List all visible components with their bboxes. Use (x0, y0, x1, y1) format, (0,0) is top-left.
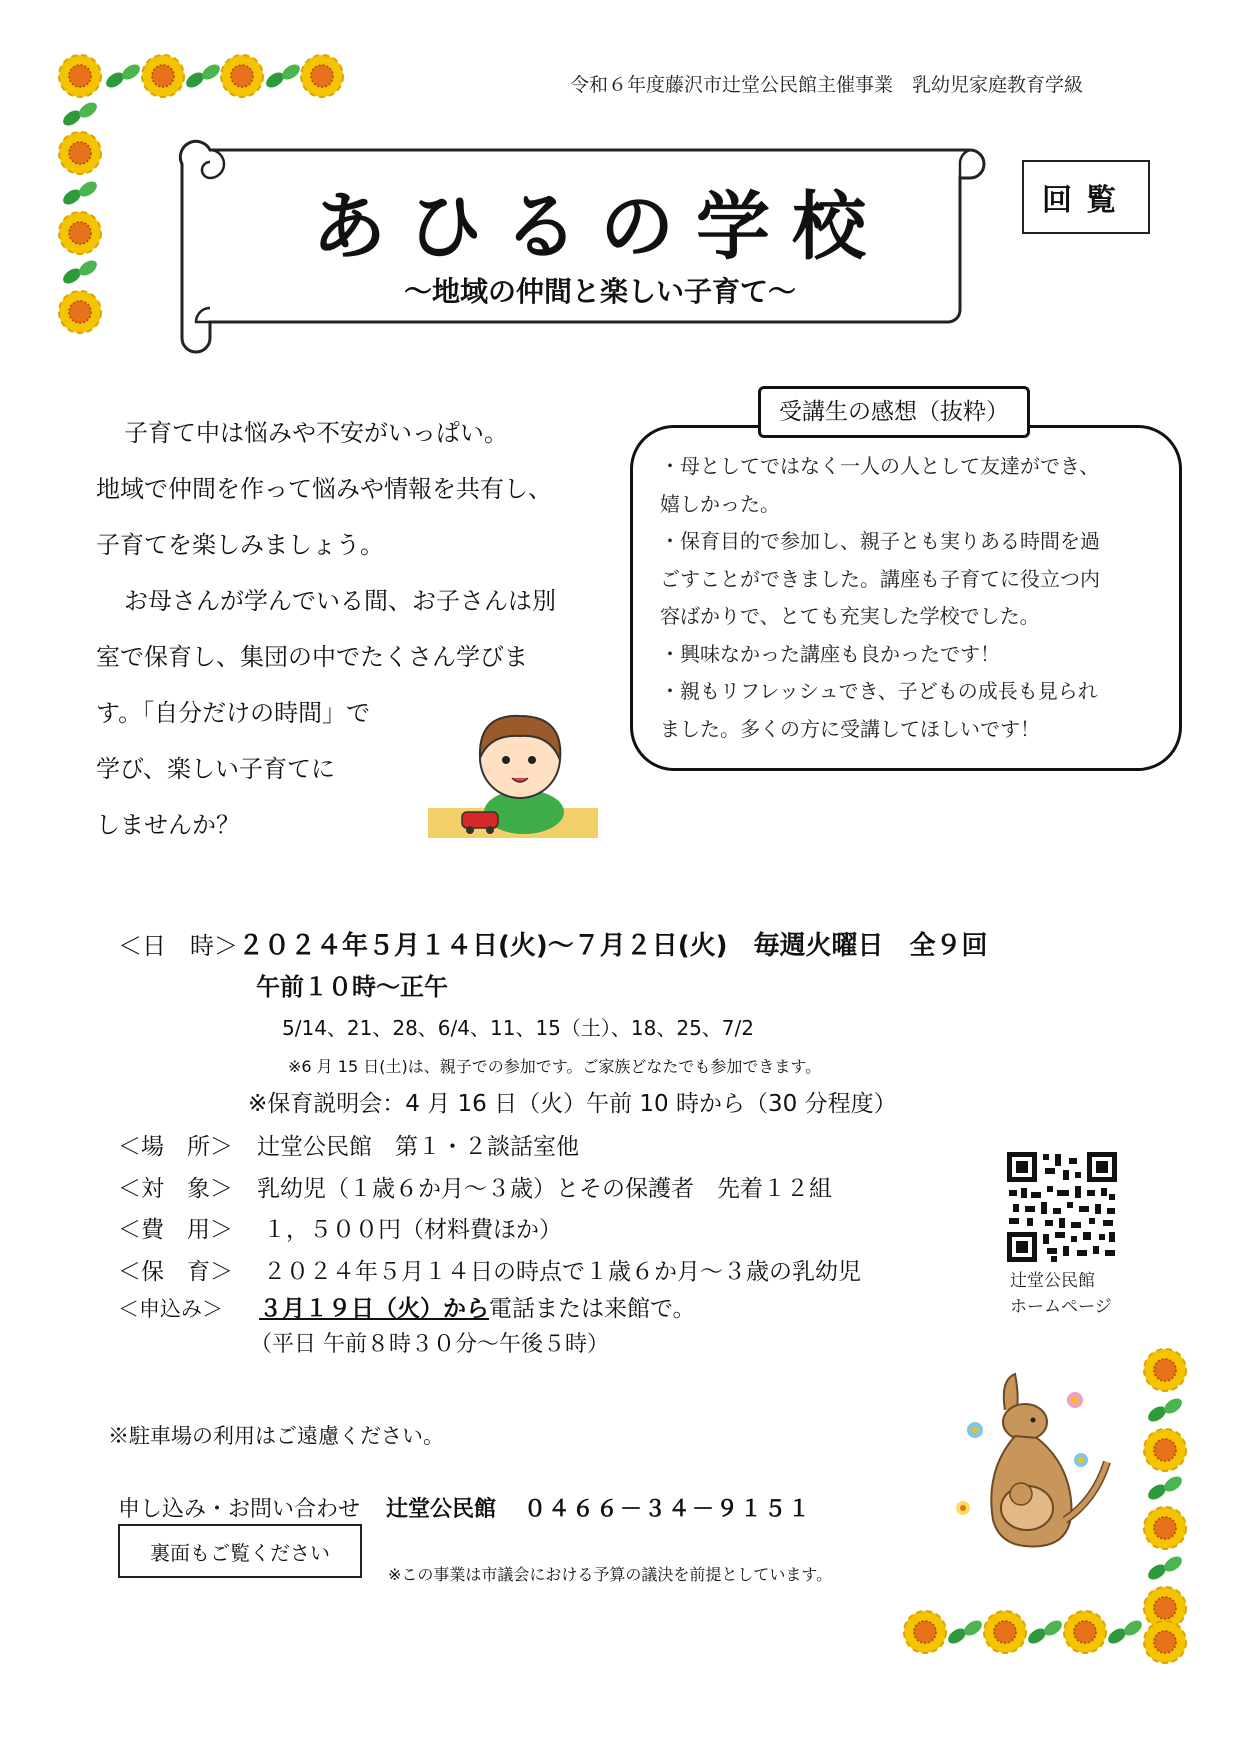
qr-caption-line: 辻堂公民館 (1010, 1271, 1095, 1291)
date-label: ＜日 時＞ (118, 932, 238, 960)
target-row (118, 1170, 832, 1203)
care-label: ＜保 育＞ (118, 1259, 233, 1285)
apply-label: ＜申込み＞ (118, 1297, 223, 1321)
intro-line: お母さんが学んでいる間、お子さんは別 (124, 587, 556, 615)
care-value: ２０２４年５月１４日の時点で１歳６か月～３歳の乳幼児 (263, 1259, 861, 1285)
kangaroo-illustration (945, 1370, 1115, 1570)
fee-value: １，５００円（材料費ほか） (263, 1217, 562, 1243)
impression-line: 容ばかりで、とても充実した学校でした。 (660, 604, 1040, 628)
fee-row (118, 1211, 562, 1244)
june-note: ※6 月 15 日(土)は、親子での参加です。ご家族どなたでも参加できます。 (288, 1057, 822, 1076)
see-back-box: 裏面もご覧ください (118, 1524, 362, 1578)
impressions-list (660, 448, 1160, 748)
contact-place: 辻堂公民館 (386, 1497, 497, 1522)
budget-note: ※この事業は市議会における予算の議決を前提としています。 (388, 1565, 833, 1584)
subtitle: ～地域の仲間と楽しい子育て～ (403, 275, 796, 308)
qr-code[interactable] (1007, 1152, 1117, 1262)
intro-line: 子育て中は悩みや不安がいっぱい。 (124, 419, 508, 447)
dates-list: 5/14、21、28、6/4、11、15（土）、18、25、7/2 (282, 1016, 754, 1040)
contact-label: 申し込み・お問い合わせ (118, 1497, 361, 1522)
apply-hours: （平日 午前８時３０分～午後５時） (250, 1332, 609, 1357)
main-title: あひるの学校 (312, 184, 888, 270)
impression-line: ・保育目的で参加し、親子とも実りある時間を過 (660, 529, 1100, 553)
target-label: ＜対 象＞ (118, 1176, 233, 1202)
impression-line: ごすことができました。講座も子育てに役立つ内 (660, 566, 1100, 591)
intro-line: 子育てを楽しみましょう。 (96, 531, 384, 559)
apply-date: ３月１９日（火）から (259, 1296, 489, 1322)
apply-method: 電話または来館で。 (489, 1296, 696, 1322)
header-organizer-line: 令和６年度藤沢市辻堂公民館主催事業 乳幼児家庭教育学級 (570, 74, 1084, 96)
impression-line: ・興味なかった講座も良かったです！ (660, 641, 1000, 666)
impression-line: ました。多くの方に受講してほしいです！ (660, 716, 1040, 741)
impressions-title: 受講生の感想（抜粋） (758, 386, 1030, 438)
intro-line: 学び、楽しい子育てに (96, 755, 336, 783)
date-value: ２０２４年５月１４日(火)～７月２日(火) 毎週火曜日 全９回 (238, 931, 988, 961)
fee-label: ＜費 用＞ (118, 1217, 233, 1243)
apply-row (118, 1290, 696, 1323)
intro-line: しませんか？ (96, 811, 240, 839)
kairan-badge: 回覧 (1022, 160, 1150, 234)
target-value: 乳幼児（１歳６か月～３歳）とその保護者 先着１２組 (257, 1176, 832, 1202)
qr-caption (1010, 1268, 1112, 1320)
place-value: 辻堂公民館 第１・２談話室他 (257, 1134, 579, 1160)
place-label: ＜場 所＞ (118, 1134, 233, 1160)
care-row (118, 1253, 861, 1286)
parking-note: ※駐車場の利用はご遠慮ください。 (108, 1424, 444, 1448)
impression-line: ・母としてではなく一人の人として友達ができ、 (660, 454, 1100, 478)
qr-caption-line: ホームページ (1010, 1297, 1112, 1317)
contact-phone: ０４６６－３４－９１５１ (524, 1497, 813, 1522)
intro-line: す。「自分だけの時間」で (96, 699, 371, 727)
date-row (118, 925, 988, 962)
impression-line: ・親もリフレッシュでき、子どもの成長も見られ (660, 679, 1098, 703)
contact-row (118, 1492, 812, 1523)
impression-line: 嬉しかった。 (660, 491, 780, 516)
intro-line: 室で保育し、集団の中でたくさん学びま (96, 643, 528, 671)
child-with-toy-car-illustration (428, 700, 600, 840)
intro-line: 地域で仲間を作って悩みや情報を共有し、 (96, 475, 552, 503)
place-row (118, 1128, 579, 1161)
briefing-note: ※保育説明会：4 月 16 日（火）午前 10 時から（30 分程度） (248, 1091, 897, 1117)
time-value: 午前１０時～正午 (256, 973, 448, 1001)
